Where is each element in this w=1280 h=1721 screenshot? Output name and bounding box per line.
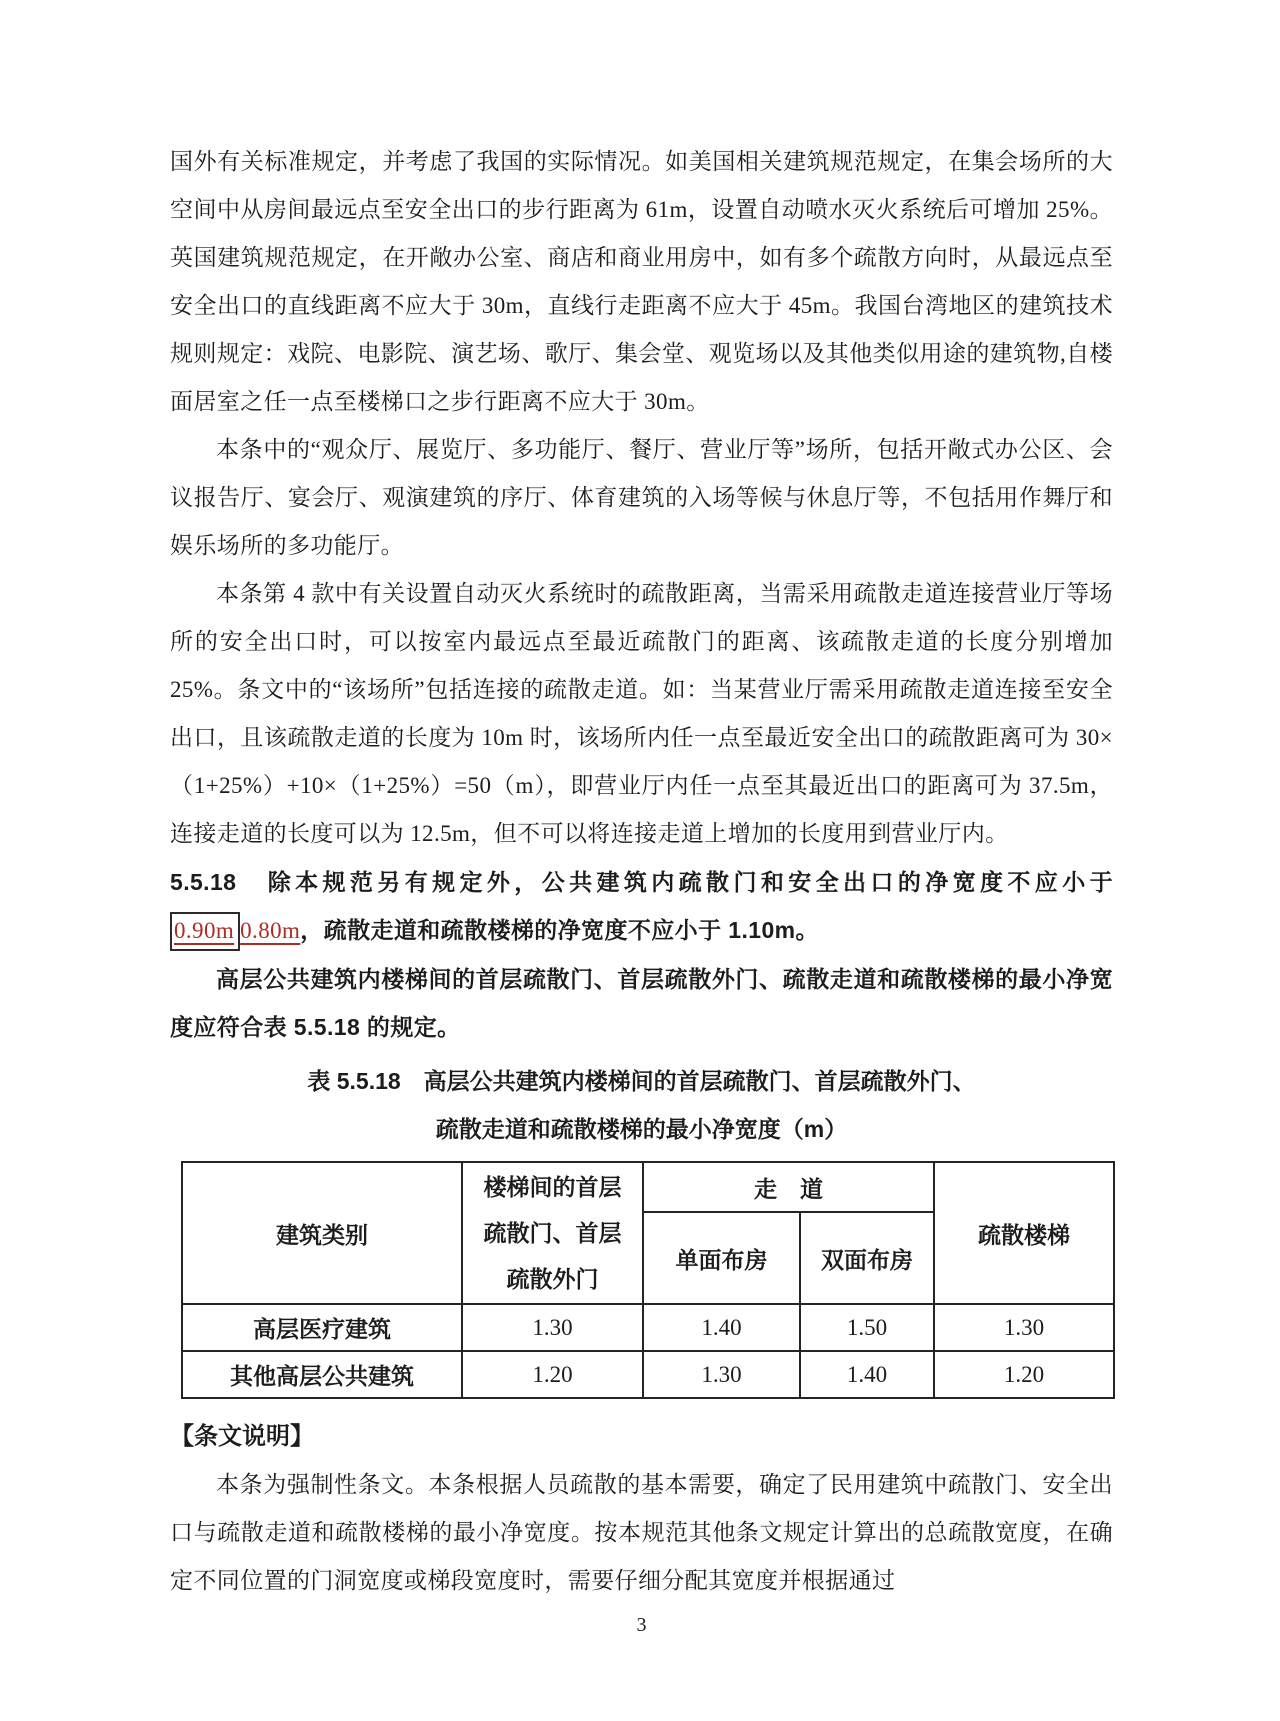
page-number: 3 <box>636 1614 647 1636</box>
explanation-heading: 【条文说明】 <box>170 1423 314 1450</box>
page-content <box>170 138 1113 1639</box>
cell-other-door: 1.20 <box>462 1351 643 1398</box>
row-label-other-public: 其他高层公共建筑 <box>182 1351 462 1398</box>
paragraph-clause4-explanation: 本条第 4 款中有关设置自动灭火系统时的疏散距离，当需采用疏散走道连接营业厅等场所的安全出口时，可以按室内最远点至最近疏散门的距离、该疏散走道的长度分别增加 25%。条文中的“该场所”包括连接的疏散走道。如：当某营业厅需采用疏散走道连接至安全出口，且该疏散走道的长度为 10m 时，该场所内任一点至最近安全出口的疏散距离可为 30×（1+25%）+10×（1+25%）=50（m），即营业厅内任一点至其最近出口的距离可为 37.5m，连接走道的长度可以为 12.5m，但不可以将连接走道上增加的长度用到营业厅内。 <box>170 581 1113 846</box>
paragraph-intro-foreign-standards: 国外有关标准规定，并考虑了我国的实际情况。如美国相关建筑规范规定，在集会场所的大空间中从房间最远点至安全出口的步行距离为 61m，设置自动喷水灭火系统后可增加 25%。英国建筑规范规定，在开敞办公室、商店和商业用房中，如有多个疏散方向时，从最远点至安全出口的直线距离不应大于 30m，直线行走距离不应大于 45m。我国台湾地区的建筑技术规则规定：戏院、电影院、演艺场、歌厅、集会堂、观览场以及其他类似用途的建筑物,自楼面居室之任一点至楼梯口之步行距离不应大于 30m。 <box>170 149 1113 414</box>
table-row-medical <box>182 1304 1114 1351</box>
header-corridor: 走 道 <box>643 1162 934 1212</box>
clause-5518-line2 <box>170 906 1113 955</box>
header-stair-doors-line3: 疏散外门 <box>506 1266 599 1292</box>
cell-medical-double: 1.50 <box>800 1304 934 1351</box>
old-width-text: 0.90m <box>174 918 235 943</box>
cell-medical-door: 1.30 <box>462 1304 643 1351</box>
cell-other-double: 1.40 <box>800 1351 934 1398</box>
table-row-other-public <box>182 1351 1114 1398</box>
cell-other-single: 1.30 <box>643 1351 800 1398</box>
header-stair-doors <box>462 1162 643 1304</box>
header-single-side: 单面布房 <box>643 1212 800 1304</box>
header-stair-doors-line1: 楼梯间的首层 <box>483 1174 622 1200</box>
paragraph-highrise-requirement: 高层公共建筑内楼梯间的首层疏散门、首层疏散外门、疏散走道和疏散楼梯的最小净宽度应符合表 5.5.18 的规定。 <box>170 966 1113 1040</box>
min-clear-width-table <box>181 1161 1115 1399</box>
table-title-line1: 表 5.5.18 高层公共建筑内楼梯间的首层疏散门、首层疏散外门、 <box>307 1068 976 1094</box>
header-double-side: 双面布房 <box>800 1212 934 1304</box>
explanation-paragraph: 本条为强制性条文。本条根据人员疏散的基本需要，确定了民用建筑中疏散门、安全出口与疏散走道和疏散楼梯的最小净宽度。按本规范其他条文规定计算出的总疏散宽度，在确定不同位置的门洞宽度或梯段宽度时，需要仔细分配其宽度并根据通过 <box>170 1472 1113 1593</box>
revised-width-text: 0.80m <box>240 918 301 943</box>
paragraph-hall-scope: 本条中的“观众厅、展览厅、多功能厅、餐厅、营业厅等”场所，包括开敞式办公区、会议报告厅、宴会厅、观演建筑的序厅、体育建筑的入场等候与休息厅等，不包括用作舞厅和娱乐场所的多功能厅。 <box>170 437 1113 558</box>
row-label-medical: 高层医疗建筑 <box>182 1304 462 1351</box>
cell-medical-single: 1.40 <box>643 1304 800 1351</box>
header-stair-doors-line2: 疏散门、首层 <box>483 1220 622 1246</box>
clause-5518-line2-rest: ，疏散走道和疏散楼梯的净宽度不应小于 1.10m。 <box>300 917 819 943</box>
cell-other-stairs: 1.20 <box>934 1351 1114 1398</box>
boxed-old-width-value <box>170 912 240 951</box>
table-title-line2: 疏散走道和疏散楼梯的最小净宽度（m） <box>435 1116 848 1142</box>
cell-medical-stairs: 1.30 <box>934 1304 1114 1351</box>
header-evacuation-stairs: 疏散楼梯 <box>934 1162 1114 1304</box>
clause-5518-line1: 5.5.18 除本规范另有规定外，公共建筑内疏散门和安全出口的净宽度不应小于 <box>170 869 1113 895</box>
header-building-type: 建筑类别 <box>182 1162 462 1304</box>
